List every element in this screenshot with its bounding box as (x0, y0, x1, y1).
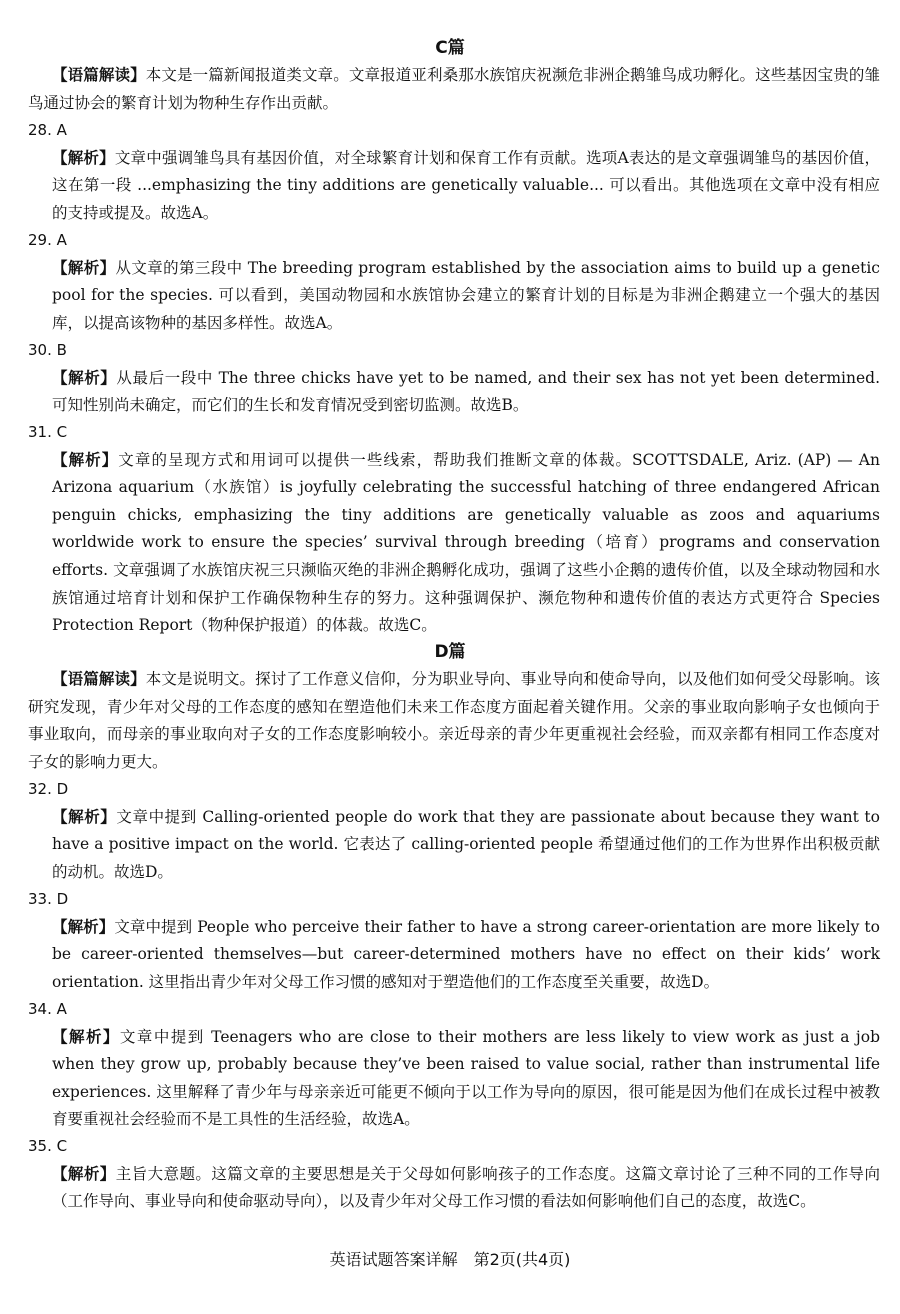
reading-text: 本文是说明文。探讨了工作意义信仰，分为职业导向、事业导向和使命导向，以及他们如何受父母影响。该研究发现，青少年对父母的工作态度的感知在塑造他们未来工作态度方面起着关键作用。父亲的事业取向影响子女也倾向于事业取向，而母亲的事业取向对子女的工作态度影响较小。亲近母亲的青少年更重视社会经验，而双亲都有相同工作态度对子女的影响力更大。 (28, 670, 880, 771)
reading-summary (28, 666, 880, 776)
analysis-tag: 【解析】 (52, 1164, 116, 1183)
analysis-text: 文章中强调雏鸟具有基因价值，对全球繁育计划和保育工作有贡献。选项A表达的是文章强调雏鸟的基因价值，这在第一段 ...emphasizing the tiny additions are genetically valuable... 可以看出。其他选项在文章中没有相应的支持或提及。故选A。 (52, 148, 880, 222)
reading-tag: 【语篇解读】 (52, 66, 146, 84)
analysis-text: 文章的呈现方式和用词可以提供一些线索，帮助我们推断文章的体裁。SCOTTSDALE, Ariz. (AP) — An Arizona aquarium（水族馆）is joyfully celebrating the successful hatching of three endangered African penguin chicks, emphasizing the tiny additions are genetically valuable as zoos and aquariums worldwide work to ensure the species’ survival through breeding（培育）programs and conservation efforts. 文章强调了水族馆庆祝三只濒临灭绝的非洲企鹅孵化成功，强调了这些小企鹅的遗传价值，以及全球动物园和水族馆通过培育计划和保护工作确保物种生存的努力。这种强调保护、濒危物种和遗传价值的表达方式更符合 Species Protection Report（物种保护报道）的体裁。故选C。 (52, 450, 880, 635)
analysis-tag: 【解析】 (52, 148, 115, 167)
question-28 (28, 117, 880, 227)
question-number: 28. A (28, 121, 67, 139)
question-analysis (28, 804, 880, 887)
question-32 (28, 776, 880, 886)
page-footer: 英语试题答案详解 第2页(共4页) (329, 1250, 571, 1269)
analysis-text: 文章中提到 Calling-oriented people do work that they are passionate about because they want to have a positive impact on the world. 它表达了 calling-oriented people 希望通过他们的工作为世界作出积极贡献的动机。故选D。 (52, 807, 880, 881)
reading-summary (28, 62, 880, 117)
analysis-tag: 【解析】 (52, 258, 116, 277)
section-c-reading (28, 62, 880, 117)
question-number: 29. A (28, 231, 67, 249)
question-analysis (28, 145, 880, 228)
analysis-text: 从文章的第三段中 The breeding program established by the association aims to build up a genetic pool for the species. 可以看到，美国动物园和水族馆协会建立的繁育计划的目标是为非洲企鹅建立一个强大的基因库，以提高该物种的基因多样性。故选A。 (52, 258, 880, 332)
section-c-title: C篇 (435, 38, 465, 58)
question-number: 32. D (28, 780, 69, 798)
question-analysis (28, 255, 880, 338)
analysis-tag: 【解析】 (52, 1027, 120, 1046)
question-analysis (28, 1024, 880, 1134)
question-34 (28, 996, 880, 1134)
analysis-tag: 【解析】 (52, 368, 117, 387)
question-number: 34. A (28, 1000, 67, 1018)
analysis-text: 文章中提到 People who perceive their father to have a strong career-orientation are more likely to be career-oriented themselves—but career-determined mothers have no effect on their kids’ work orientation. 这里指出青少年对父母工作习惯的感知对于塑造他们的工作态度至关重要，故选D。 (52, 917, 880, 991)
analysis-tag: 【解析】 (52, 917, 115, 936)
analysis-text: 从最后一段中 The three chicks have yet to be named, and their sex has not yet been determined. 可知性别尚未确定，而它们的生长和发育情况受到密切监测。故选B。 (52, 368, 880, 415)
question-30 (28, 337, 880, 420)
question-analysis (28, 447, 880, 640)
question-number: 35. C (28, 1137, 68, 1155)
analysis-text: 主旨大意题。这篇文章的主要思想是关于父母如何影响孩子的工作态度。这篇文章讨论了三种不同的工作导向（工作导向、事业导向和使命驱动导向），以及青少年对父母工作习惯的看法如何影响他们自己的态度，故选C。 (52, 1164, 880, 1211)
question-number: 30. B (28, 341, 67, 359)
question-analysis (28, 1161, 880, 1216)
analysis-tag: 【解析】 (52, 450, 119, 469)
analysis-text: 文章中提到 Teenagers who are close to their mothers are less likely to view work as just a job when they grow up, probably because they’ve been raised to value social, rather than instrumental life experiences. 这里解释了青少年与母亲亲近可能更不倾向于以工作为导向的原因，很可能是因为他们在成长过程中被教育要重视社会经验而不是工具性的生活经验，故选A。 (52, 1027, 880, 1129)
question-analysis (28, 914, 880, 997)
reading-tag: 【语篇解读】 (52, 670, 146, 688)
question-33 (28, 886, 880, 996)
analysis-tag: 【解析】 (52, 807, 117, 826)
question-31 (28, 419, 880, 640)
question-analysis (28, 365, 880, 420)
question-35 (28, 1133, 880, 1216)
question-number: 33. D (28, 890, 69, 908)
reading-text: 本文是一篇新闻报道类文章。文章报道亚利桑那水族馆庆祝濒危非洲企鹅雏鸟成功孵化。这些基因宝贵的雏鸟通过协会的繁育计划为物种生存作出贡献。 (28, 66, 880, 112)
question-number: 31. C (28, 423, 68, 441)
question-29 (28, 227, 880, 337)
section-d-reading (28, 666, 880, 776)
section-d-title: D篇 (434, 642, 466, 662)
